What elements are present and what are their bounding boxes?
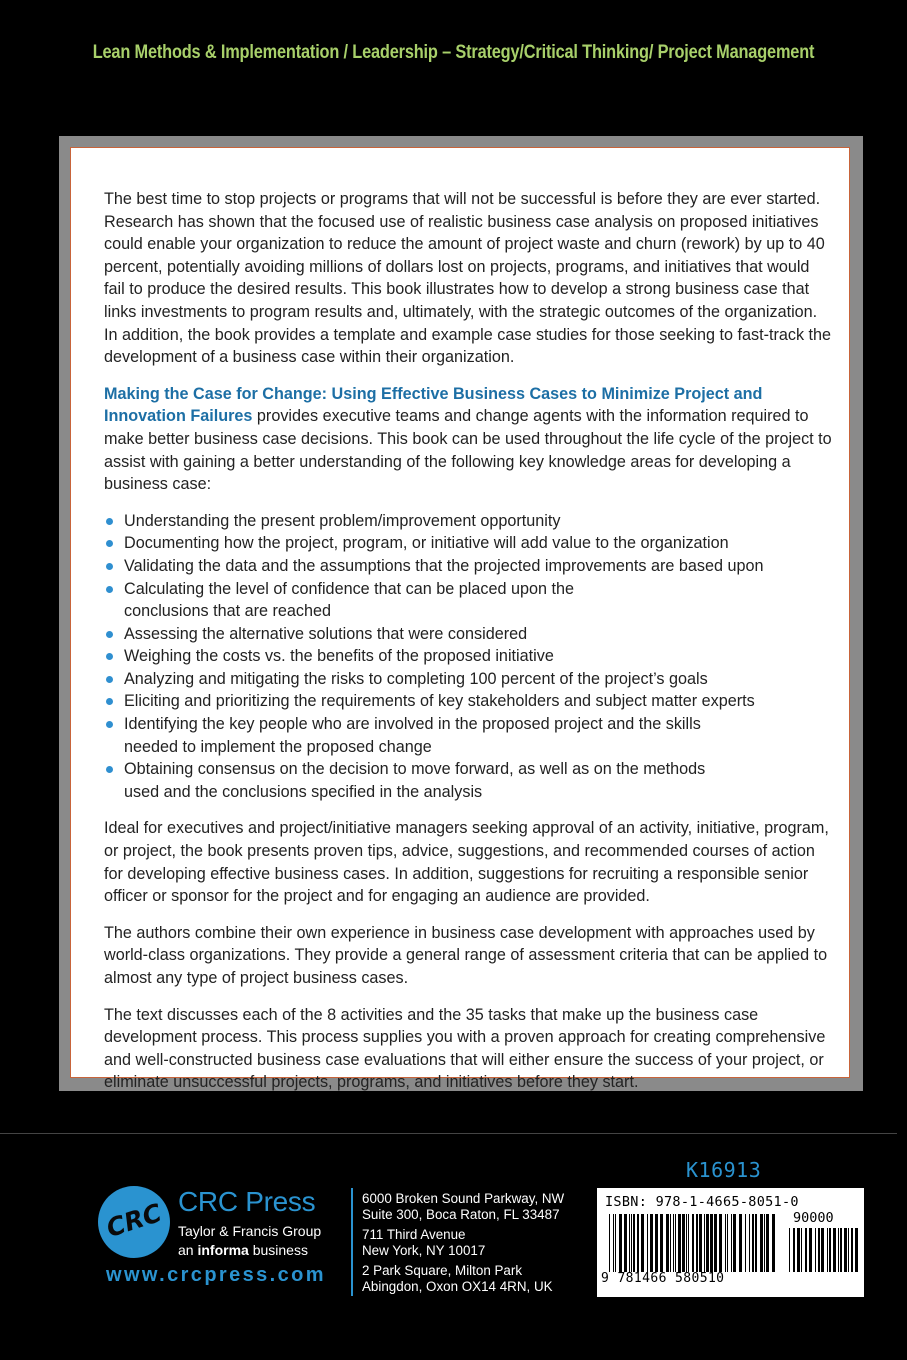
barcode-bar: [755, 1214, 757, 1272]
barcode-bar: [766, 1214, 769, 1272]
list-item: Understanding the present problem/improvement opportunity: [104, 510, 832, 533]
bullet-icon: [106, 563, 113, 570]
barcode-bar: [696, 1214, 698, 1272]
barcode-bar: [793, 1228, 795, 1272]
barcode-bar: [688, 1214, 689, 1272]
barcode-bar: [719, 1214, 722, 1272]
price-code: 90000: [793, 1210, 834, 1226]
barcode-bar: [650, 1214, 653, 1272]
footer-divider: [0, 1133, 897, 1134]
barcode-bar: [809, 1228, 812, 1272]
barcode-block: [597, 1188, 864, 1297]
barcode-bar: [749, 1214, 750, 1272]
category-line: Lean Methods & Implementation / Leadership – Strategy/Critical Thinking/ Project Management: [92, 42, 815, 63]
bullet-icon: [106, 518, 113, 525]
authors-paragraph: The authors combine their own experience in business case development with approaches used by world-class organizations. They provide a general range of assessment criteria that can be applied to almost any type of project business cases.: [104, 923, 828, 987]
list-item: Validating the data and the assumptions that the projected improvements are based upon: [104, 555, 832, 578]
bullet-icon: [106, 766, 113, 773]
barcode-bar: [815, 1228, 816, 1272]
barcode-bar: [745, 1214, 746, 1272]
barcode-bar: [838, 1228, 839, 1272]
address-line: 2 Park Square, Milton Park: [362, 1263, 523, 1278]
list-item: Eliciting and prioritizing the requirements of key stakeholders and subject matter experts: [104, 690, 832, 713]
book-summary-paragraph: [104, 383, 832, 496]
list-item: Documenting how the project, program, or initiative will add value to the organization: [104, 532, 832, 555]
barcode-bar: [670, 1214, 671, 1272]
barcode-bar: [725, 1214, 726, 1272]
bullet-icon: [106, 586, 113, 593]
barcode-bar: [714, 1214, 717, 1272]
bullet-icon: [106, 698, 113, 705]
barcode-bar: [692, 1214, 694, 1272]
barcode-bar: [739, 1214, 742, 1272]
barcode-bar: [752, 1214, 754, 1272]
bullet-icon: [106, 631, 113, 638]
barcode-bar: [731, 1214, 732, 1272]
barcode-bar: [818, 1228, 820, 1272]
barcode-bar: [678, 1214, 681, 1272]
description-panel: [70, 147, 850, 1092]
publisher-group: Taylor & Francis Group: [178, 1223, 322, 1239]
list-item: Assessing the alternative solutions that were considered: [104, 623, 832, 646]
barcode-bar: [706, 1214, 709, 1272]
bullet-icon: [106, 540, 113, 547]
bullet-icon: [106, 653, 113, 660]
barcode-bar: [844, 1228, 847, 1272]
address-divider: [351, 1188, 353, 1296]
bullet-icon: [106, 721, 113, 728]
list-item: Calculating the level of confidence that can be placed upon the conclusions that are reached: [104, 578, 832, 623]
publisher-website[interactable]: www.crcpress.com: [106, 1264, 326, 1286]
barcode-bar: [666, 1214, 669, 1272]
isbn-text: ISBN: 978-1-4665-8051-0: [605, 1194, 799, 1210]
bullet-icon: [106, 676, 113, 683]
barcode-bar: [660, 1214, 663, 1272]
barcode-bar: [851, 1228, 853, 1272]
barcode-bar: [682, 1214, 685, 1272]
barcode-bar: [631, 1214, 632, 1272]
address-line: 711 Third Avenue: [362, 1227, 466, 1242]
text-paragraph: The text discusses each of the 8 activities and the 35 tasks that make up the business case development process. This process supplies you with a proven approach for creating comprehensive and well-constructed business case evaluations that will either ensure the success of your project, or eliminate unsuccessful projects, programs, and initiatives before they start.: [104, 1005, 826, 1092]
barcode-bar: [764, 1214, 765, 1272]
barcode-bar: [629, 1214, 630, 1272]
description-frame: [59, 136, 863, 1091]
address-line: Abingdon, Oxon OX14 4RN, UK: [362, 1279, 553, 1294]
description-content: [104, 188, 832, 1108]
barcode-bar: [633, 1214, 635, 1272]
barcode-bar: [821, 1228, 824, 1272]
ean-digits: 9 781466 580510: [601, 1271, 725, 1286]
publisher-tagline: an informa business: [178, 1242, 308, 1258]
book-title: Making the Case for Change: Using Effective Business Cases to Minimize Project and Innovation Failures: [104, 384, 763, 426]
barcode-bar: [609, 1214, 610, 1272]
barcode-bar: [840, 1228, 842, 1272]
list-item: Weighing the costs vs. the benefits of the proposed initiative: [104, 645, 832, 668]
list-item: Obtaining consensus on the decision to move forward, as well as on the methods used and the conclusions specified in the analysis: [104, 758, 832, 803]
barcode-bar: [733, 1214, 736, 1272]
barcode-bar: [641, 1214, 644, 1272]
ideal-paragraph: Ideal for executives and project/initiative managers seeking approval of an activity, initiative, program, or project, the book presents proven tips, advice, suggestions, and recommended courses of action for developing effective business cases. In addition, suggestions for recruiting a responsible senior officer or sponsor for the project and for engaging an audience are provided.: [104, 819, 829, 906]
knowledge-areas-list: [104, 510, 832, 804]
barcode-bar: [805, 1228, 807, 1272]
barcode-bar: [772, 1214, 775, 1272]
barcode-bar: [615, 1214, 616, 1272]
intro-paragraph: The best time to stop projects or programs that will not be successful is before they are ever started. Research has shown that the focused use of realistic business case analysis on proposed initiatives could enable your organization to reduce the amount of project waste and churn (rework) by up to 40 percent, potentially avoiding millions of dollars lost on projects, programs, and initiatives that would fail to produce the desired results. This book illustrates how to develop a strong business case that links investments to program results and, ultimately, with the strategic outcomes of the organization. In addition, the book provides a template and example case studies for those seeking to fast-track the development of a business case within their organization.: [104, 190, 832, 367]
book-summary-text: provides executive teams and change agents with the information required to make better business case decisions. This book can be used throughout the life cycle of the project to assist with gaining a better understanding of the following key knowledge areas for developing a business case:: [104, 407, 832, 494]
barcode-bar: [624, 1214, 627, 1272]
barcode-bar: [637, 1214, 639, 1272]
barcode-bar: [704, 1214, 705, 1272]
list-item: Identifying the key people who are involved in the proposed project and the skills needed to implement the proposed change: [104, 713, 832, 758]
barcode-bar: [613, 1214, 614, 1272]
barcode-bar: [727, 1214, 728, 1272]
barcode-bar: [829, 1228, 831, 1272]
barcode-bar: [760, 1214, 763, 1272]
barcode-bar: [789, 1228, 790, 1272]
address-line: New York, NY 10017: [362, 1243, 486, 1258]
barcode-bar: [833, 1228, 836, 1272]
barcode-bar: [675, 1214, 676, 1272]
list-item: Analyzing and mitigating the risks to completing 100 percent of the project’s goals: [104, 668, 832, 691]
publisher-name: CRC Press: [178, 1186, 316, 1217]
barcode-bar: [855, 1228, 858, 1272]
barcode-bar: [827, 1228, 828, 1272]
address-line: Suite 300, Boca Raton, FL 33487: [362, 1207, 560, 1222]
barcode-bar: [655, 1214, 658, 1272]
barcode-bar: [647, 1214, 648, 1272]
catalog-number: K16913: [686, 1158, 762, 1182]
barcode-bar: [619, 1214, 622, 1272]
barcode-bar: [710, 1214, 713, 1272]
barcode-bar: [801, 1228, 802, 1272]
barcode-bar: [699, 1214, 702, 1272]
barcode-bar: [797, 1228, 800, 1272]
address-line: 6000 Broken Sound Parkway, NW: [362, 1191, 565, 1206]
barcode-bar: [673, 1214, 674, 1272]
barcode-bar: [848, 1228, 849, 1272]
crc-logo-icon: CRC: [98, 1186, 170, 1258]
barcode-bar: [686, 1214, 687, 1272]
